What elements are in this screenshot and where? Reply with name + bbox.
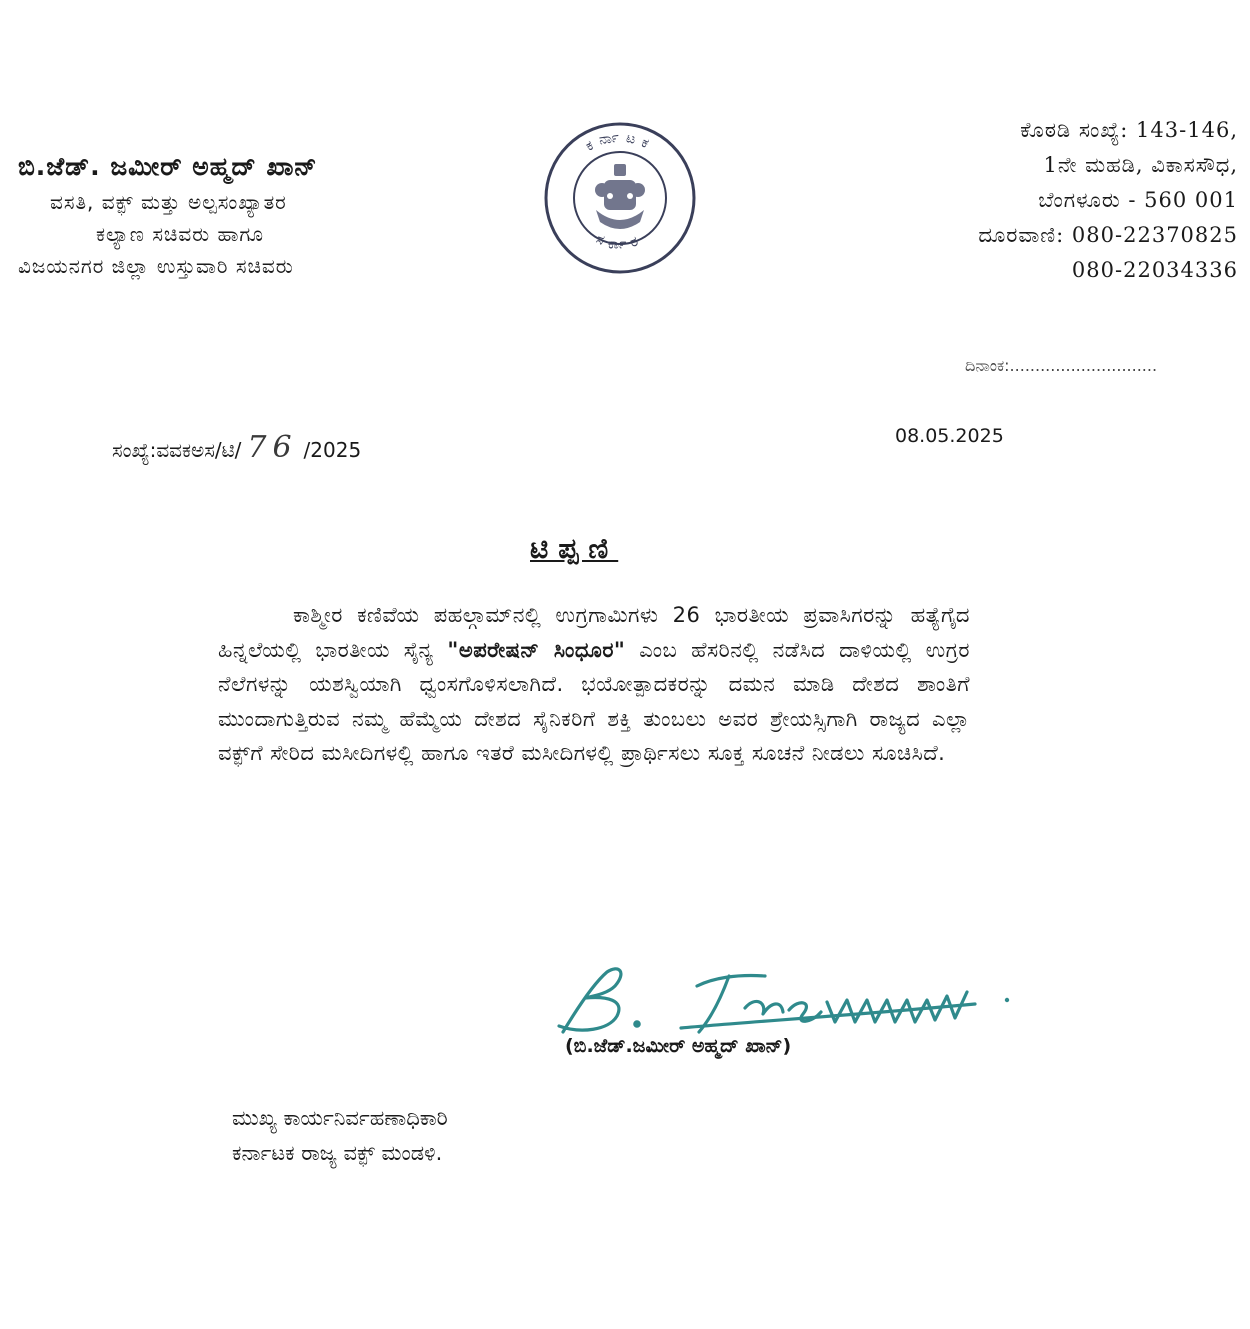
body-part-1: ಕಾಶ್ಮೀರ ಕಣಿವೆಯ ಪಹಲ್ಗಾಮ್‌ನಲ್ಲಿ ಉಗ್ರಗಾಮಿಗಳು 26 ಭಾರತೀಯ ಪ್ರವಾಸಿಗರನ್ನು ಹತ್ಯೆಗೈದ ಹಿನ್ನಲೆಯಲ್ಲಿ ಭಾರತೀಯ ಸೈನ್ಯ — [218, 603, 970, 662]
office-phone-1: ದೂರವಾಣಿ: 080-22370825 — [978, 223, 1238, 247]
reference-slash: / — [303, 438, 311, 462]
reference-number — [112, 430, 361, 465]
svg-text:ಸರ್ಕಾರ: ಸರ್ಕಾರ — [593, 231, 647, 253]
office-floor: 1ನೇ ಮಹಡಿ, ವಿಕಾಸಸೌಧ, — [1043, 153, 1238, 177]
reference-handwritten-number: 76 — [247, 430, 298, 465]
letter-date: 08.05.2025 — [895, 425, 1004, 447]
body-paragraph — [218, 598, 970, 771]
recipient-line-1: ಮುಖ್ಯ ಕಾರ್ಯನಿರ್ವಹಣಾಧಿಕಾರಿ — [232, 1106, 448, 1130]
operation-name: "ಅಪರೇಷನ್ ಸಿಂಧೂರ" — [447, 637, 626, 662]
body-part-2: ಎಂಬ ಹೆಸರಿನಲ್ಲಿ ನಡೆಸಿದ ದಾಳಿಯಲ್ಲಿ ಉಗ್ರರ ನೆಲೆಗಳನ್ನು ಯಶಸ್ವಿಯಾಗಿ ಧ್ವಂಸಗೊಳಿಸಲಾಗಿದೆ. ಭಯೋತ್ಪಾದಕರನ್ನು ದಮನ ಮಾಡಿ ದೇಶದ ಶಾಂತಿಗೆ ಮುಂದಾಗುತ್ತಿರುವ ನಮ್ಮ ಹೆಮ್ಮೆಯ ದೇಶದ ಸೈನಿಕರಿಗೆ ಶಕ್ತಿ ತುಂಬಲು ಅವರ ಶ್ರೇಯಸ್ಸಿಗಾಗಿ ರಾಜ್ಯದ ಎಲ್ಲಾ ವಕ್ಫ್‌ಗೆ ಸೇರಿದ ಮಸೀದಿಗಳಲ್ಲಿ ಹಾಗೂ ಇತರೆ ಮಸೀದಿಗಳಲ್ಲಿ ಪ್ರಾರ್ಥಿಸಲು ಸೂಕ್ತ ಸೂಚನೆ ನೀಡಲು ಸೂಚಿಸಿದೆ. — [218, 637, 970, 766]
signatory-name: (ಬಿ.ಜೆಡ್.ಜಮೀರ್ ಅಹ್ಮದ್ ಖಾನ್) — [565, 1035, 792, 1057]
sender-name: ಬಿ.ಜೆಡ್. ಜಮೀರ್ ಅಹ್ಮದ್ ಖಾನ್ — [18, 152, 318, 181]
letter-body — [218, 598, 970, 771]
office-address — [898, 118, 1238, 292]
handwritten-signature — [545, 962, 1015, 1042]
office-city: ಬೆಂಗಳೂರು - 560 001 — [1038, 188, 1238, 212]
date-field: ದಿನಾಂಕ:............................. — [965, 356, 1158, 375]
sender-designation-2: ಕಲ್ಯಾಣ ಸಚಿವರು ಹಾಗೂ — [96, 222, 265, 246]
recipient-block — [232, 1106, 448, 1176]
reference-year: 2025 — [310, 438, 362, 462]
svg-text:ಕರ್ನಾಟಕ: ಕರ್ನಾಟಕ — [583, 128, 657, 155]
sender-block — [18, 152, 468, 286]
subject-heading: ಟಿಪ್ಪಣಿ — [530, 532, 619, 565]
reference-prefix: ಸಂಖ್ಯೆ:ವವಕಅಸ/ಟಿ/ — [112, 438, 242, 462]
government-seal-icon — [540, 118, 700, 278]
office-phone-2: 080-22034336 — [1071, 258, 1238, 282]
office-room: ಕೊಠಡಿ ಸಂಖ್ಯೆ: 143-146, — [1020, 118, 1238, 142]
sender-designation-1: ವಸತಿ, ವಕ್ಫ್ ಮತ್ತು ಅಲ್ಪಸಂಖ್ಯಾತರ — [50, 190, 287, 214]
recipient-line-2: ಕರ್ನಾಟಕ ರಾಜ್ಯ ವಕ್ಫ್ ಮಂಡಳಿ. — [232, 1141, 443, 1165]
sender-designation-3: ವಿಜಯನಗರ ಜಿಲ್ಲಾ ಉಸ್ತುವಾರಿ ಸಚಿವರು — [18, 254, 294, 278]
